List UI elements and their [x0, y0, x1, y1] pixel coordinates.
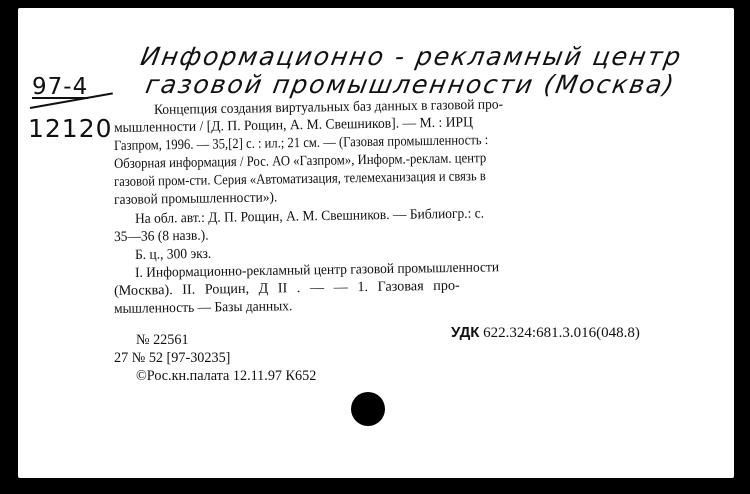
- card-line-4: Обзорная информация / Рос. АО «Газпром», Информ.-реклам. центр: [113, 150, 487, 172]
- card-line-7: На обл. авт.: Д. П. Рощин, А. М. Свешников. — Библиогр.: с.: [134, 205, 485, 227]
- handwritten-note-line-2: газовой промышленности (Москва): [143, 70, 678, 99]
- card-line-8: 35—36 (8 назв.).: [113, 227, 209, 245]
- card-line-10: I. Информационно-рекламный центр газовой промышленности: [134, 259, 500, 281]
- card-line-1: Концепция создания виртуальных баз данных в газовой про-: [153, 96, 504, 118]
- udk-value: 622.324:681.3.016(048.8): [483, 325, 640, 341]
- card-punch-hole: [351, 392, 385, 426]
- card-line-5: газовой пром-сти. Серия «Автоматизация, телемеханизация и связь в: [113, 168, 486, 190]
- card-line-6: газовой промышленности»).: [113, 189, 278, 208]
- udk-code: [451, 324, 640, 342]
- classification-code-top: 97-4: [32, 74, 89, 100]
- catalog-card: [18, 8, 734, 478]
- card-line-2: мышленности / [Д. П. Рощин, А. М. Свешников]. — М. : ИРЦ: [113, 114, 474, 136]
- card-line-12: мышленность — Базы данных.: [113, 298, 293, 317]
- book-chamber-stamp: ©Рос.кн.палата 12.11.97 К652: [136, 368, 317, 384]
- udk-label: УДК: [451, 324, 480, 341]
- registration-number: № 22561: [136, 332, 189, 348]
- handwritten-note-line-1: Информационно - рекламный центр: [138, 42, 685, 71]
- classification-code-bottom: 12120: [28, 114, 113, 143]
- card-line-3: Газпром, 1996. — 35,[2] с. : ил.; 21 см. — (Газовая промышленность :: [113, 132, 489, 154]
- card-line-11: (Москва). II. Рощин, Д II . — — 1. Газовая про-: [113, 277, 460, 299]
- card-line-9: Б. ц., 300 экз.: [134, 245, 212, 263]
- order-number: 27 № 52 [97-30235]: [114, 350, 231, 366]
